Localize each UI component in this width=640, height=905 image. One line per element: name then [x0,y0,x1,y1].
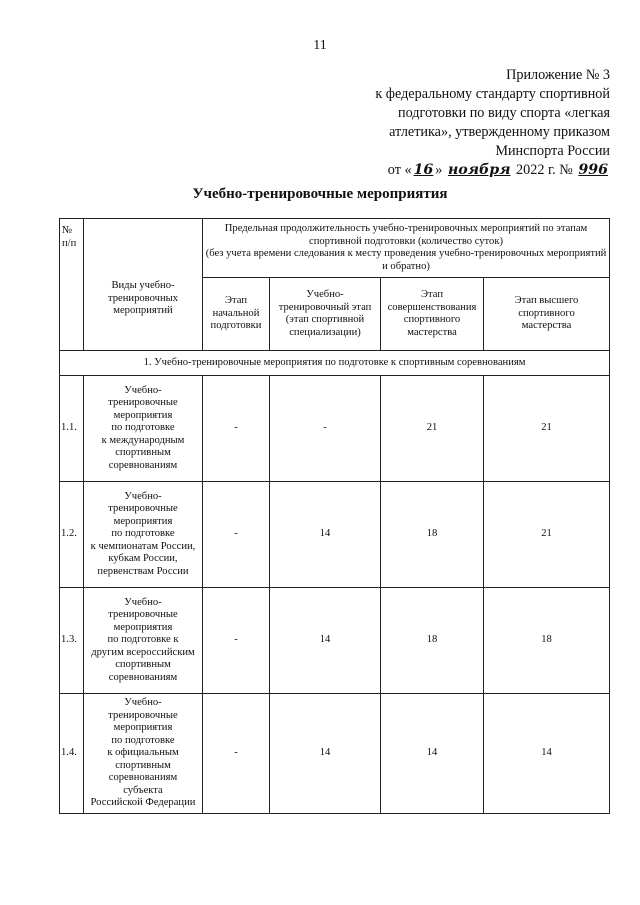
row-value: 18 [381,588,484,694]
row-value: 14 [270,694,381,814]
table-row [60,588,610,694]
appendix-block [310,66,610,180]
stage-header-improvement: Этап совершенствования спортивного мастерства [381,278,484,351]
row-value: 14 [381,694,484,814]
row-number: 1.1. [60,376,84,482]
order-number: 996 [578,162,608,178]
table-header-row [60,219,610,278]
appendix-line-4: атлетика», утвержденному приказом [389,124,610,140]
date-month: ноября [447,162,511,178]
table-row [60,694,610,814]
section-title: 1. Учебно-тренировочные мероприятия по подготовке к спортивным соревнованиям [60,351,610,376]
appendix-line-3: подготовки по виду спорта «легкая [398,105,610,121]
row-value: 21 [381,376,484,482]
date-prefix: от « [387,162,412,178]
row-value: 21 [484,482,610,588]
appendix-line-5: Минспорта России [495,143,610,159]
col-type-header: Виды учебно- тренировочных мероприятий [84,219,203,351]
row-value: - [203,694,270,814]
date-year: 2022 г. № [516,162,573,178]
col-num-header: № п/п [60,219,84,351]
appendix-line-2: к федеральному стандарту спортивной [375,86,610,102]
section-row [60,351,610,376]
date-mid: » [435,162,443,178]
row-value: 18 [484,588,610,694]
table-row [60,482,610,588]
row-event-name: Учебно- тренировочные мероприятия по подготовке к другим всероссийским спортивным соревнованиям [84,588,203,694]
row-number: 1.2. [60,482,84,588]
row-value: 14 [270,588,381,694]
table-row [60,376,610,482]
row-value: - [203,376,270,482]
order-date-line [310,161,610,180]
training-events-table [59,218,610,814]
row-number: 1.3. [60,588,84,694]
stage-header-initial: Этап начальной подготовки [203,278,270,351]
row-value: 14 [270,482,381,588]
row-event-name: Учебно- тренировочные мероприятия по подготовке к официальным спортивным соревнованиям субъекта Российской Федерации [84,694,203,814]
document-title: Учебно-тренировочные мероприятия [192,186,448,202]
row-number: 1.4. [60,694,84,814]
row-value: 14 [484,694,610,814]
stage-header-highest: Этап высшего спортивного мастерства [484,278,610,351]
row-value: - [203,588,270,694]
row-value: 18 [381,482,484,588]
page-number: 11 [313,38,327,53]
date-day: 16 [413,162,434,178]
row-event-name: Учебно- тренировочные мероприятия по подготовке к международным спортивным соревнованиям [84,376,203,482]
row-value: - [270,376,381,482]
row-value: - [203,482,270,588]
row-event-name: Учебно- тренировочные мероприятия по подготовке к чемпионатам России, кубкам России, первенствам России [84,482,203,588]
col-group-header: Предельная продолжительность учебно-тренировочных мероприятий по этапам спортивной подготовки (количество суток) (без учета времени следования к месту проведения учебно-тренировочных мероприятий и обратно) [203,219,610,278]
row-value: 21 [484,376,610,482]
appendix-line-1: Приложение № 3 [506,67,610,83]
stage-header-training: Учебно- тренировочный этап (этап спортивной специализации) [270,278,381,351]
